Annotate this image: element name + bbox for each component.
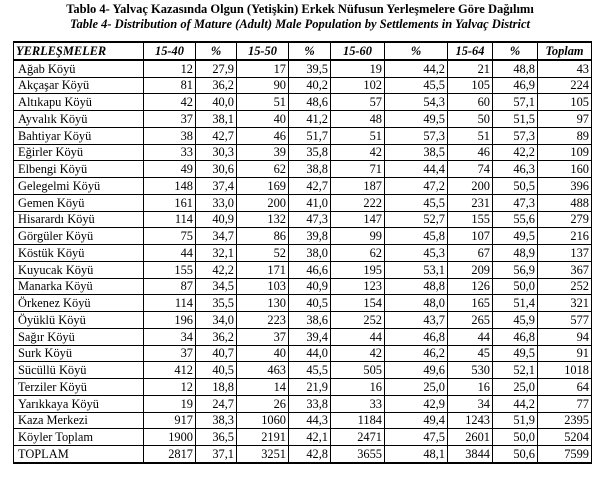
value-cell: 34 xyxy=(144,328,196,345)
table-row xyxy=(14,446,592,463)
value-cell: 12 xyxy=(144,60,196,77)
table-row xyxy=(14,362,592,379)
value-cell: 40 xyxy=(237,345,289,362)
value-cell: 94 xyxy=(538,328,592,345)
value-cell: 1184 xyxy=(331,412,385,429)
value-cell: 18,8 xyxy=(196,379,237,396)
value-cell: 51,5 xyxy=(493,111,538,128)
value-cell: 48,8 xyxy=(493,60,538,77)
value-cell: 38,0 xyxy=(289,245,331,262)
value-cell: 62 xyxy=(237,161,289,178)
table-row xyxy=(14,194,592,211)
settlement-name-cell: Sücüllü Köyü xyxy=(14,362,144,379)
value-cell: 86 xyxy=(237,228,289,245)
population-table xyxy=(13,41,592,464)
value-cell: 38 xyxy=(144,127,196,144)
value-cell: 21,9 xyxy=(289,379,331,396)
value-cell: 16 xyxy=(448,379,493,396)
value-cell: 19 xyxy=(331,60,385,77)
header-age-15-40: 15-40 xyxy=(144,42,196,60)
value-cell: 26 xyxy=(237,395,289,412)
value-cell: 44,3 xyxy=(289,412,331,429)
value-cell: 222 xyxy=(331,194,385,211)
settlement-name-cell: Eğirler Köyü xyxy=(14,144,144,161)
value-cell: 48,8 xyxy=(385,278,448,295)
value-cell: 137 xyxy=(538,245,592,262)
value-cell: 51,7 xyxy=(289,127,331,144)
value-cell: 90 xyxy=(237,77,289,94)
value-cell: 51,4 xyxy=(493,295,538,312)
value-cell: 40 xyxy=(237,111,289,128)
table-row xyxy=(14,278,592,295)
value-cell: 30,3 xyxy=(196,144,237,161)
value-cell: 47,5 xyxy=(385,429,448,446)
value-cell: 209 xyxy=(448,261,493,278)
table-row xyxy=(14,379,592,396)
settlement-name-cell: Yarıkkaya Köyü xyxy=(14,395,144,412)
value-cell: 27,9 xyxy=(196,60,237,77)
value-cell: 40,5 xyxy=(289,295,331,312)
value-cell: 49,5 xyxy=(385,111,448,128)
value-cell: 396 xyxy=(538,178,592,195)
value-cell: 50,5 xyxy=(493,178,538,195)
value-cell: 46 xyxy=(448,144,493,161)
value-cell: 40,5 xyxy=(196,362,237,379)
header-percent: % xyxy=(289,42,331,60)
value-cell: 33 xyxy=(144,144,196,161)
value-cell: 60 xyxy=(448,94,493,111)
value-cell: 165 xyxy=(448,295,493,312)
value-cell: 50 xyxy=(448,111,493,128)
value-cell: 33,0 xyxy=(196,194,237,211)
value-cell: 2395 xyxy=(538,412,592,429)
value-cell: 169 xyxy=(237,178,289,195)
value-cell: 44,4 xyxy=(385,161,448,178)
header-age-15-64: 15-64 xyxy=(448,42,493,60)
value-cell: 37 xyxy=(144,111,196,128)
header-percent: % xyxy=(385,42,448,60)
table-row xyxy=(14,161,592,178)
table-row xyxy=(14,395,592,412)
header-age-15-60: 15-60 xyxy=(331,42,385,60)
table-row xyxy=(14,127,592,144)
value-cell: 51 xyxy=(448,127,493,144)
table-row xyxy=(14,429,592,446)
value-cell: 48 xyxy=(331,111,385,128)
settlement-name-cell: Gemen Köyü xyxy=(14,194,144,211)
value-cell: 34 xyxy=(448,395,493,412)
value-cell: 321 xyxy=(538,295,592,312)
header-settlements: YERLEŞMELER xyxy=(14,42,144,60)
value-cell: 39,5 xyxy=(289,60,331,77)
settlement-name-cell: Ayvalık Köyü xyxy=(14,111,144,128)
value-cell: 279 xyxy=(538,211,592,228)
value-cell: 40,9 xyxy=(289,278,331,295)
value-cell: 216 xyxy=(538,228,592,245)
table-row xyxy=(14,144,592,161)
value-cell: 171 xyxy=(237,261,289,278)
table-row xyxy=(14,328,592,345)
value-cell: 52,7 xyxy=(385,211,448,228)
value-cell: 47,3 xyxy=(289,211,331,228)
value-cell: 45,5 xyxy=(289,362,331,379)
value-cell: 105 xyxy=(538,94,592,111)
value-cell: 412 xyxy=(144,362,196,379)
value-cell: 46,8 xyxy=(385,328,448,345)
value-cell: 42,1 xyxy=(289,429,331,446)
value-cell: 74 xyxy=(448,161,493,178)
value-cell: 148 xyxy=(144,178,196,195)
value-cell: 147 xyxy=(331,211,385,228)
value-cell: 46 xyxy=(237,127,289,144)
value-cell: 126 xyxy=(448,278,493,295)
value-cell: 14 xyxy=(237,379,289,396)
table-row xyxy=(14,178,592,195)
value-cell: 57 xyxy=(331,94,385,111)
value-cell: 40,0 xyxy=(196,94,237,111)
table-title-turkish: Tablo 4- Yalvaç Kazasında Olgun (Yetişkin) Erkek Nüfusun Yerleşmelere Göre Dağılımı xyxy=(66,2,534,16)
value-cell: 42 xyxy=(144,94,196,111)
value-cell: 19 xyxy=(144,395,196,412)
value-cell: 42,8 xyxy=(289,446,331,463)
value-cell: 40,7 xyxy=(196,345,237,362)
value-cell: 57,1 xyxy=(493,94,538,111)
value-cell: 51 xyxy=(237,94,289,111)
value-cell: 50,6 xyxy=(493,446,538,463)
value-cell: 52 xyxy=(237,245,289,262)
value-cell: 39 xyxy=(237,144,289,161)
value-cell: 40,9 xyxy=(196,211,237,228)
header-age-15-50: 15-50 xyxy=(237,42,289,60)
value-cell: 42,2 xyxy=(196,261,237,278)
value-cell: 265 xyxy=(448,312,493,329)
value-cell: 224 xyxy=(538,77,592,94)
value-cell: 77 xyxy=(538,395,592,412)
value-cell: 36,5 xyxy=(196,429,237,446)
value-cell: 44 xyxy=(331,328,385,345)
value-cell: 114 xyxy=(144,211,196,228)
value-cell: 231 xyxy=(448,194,493,211)
settlement-name-cell: Gelegelmi Köyü xyxy=(14,178,144,195)
value-cell: 32,1 xyxy=(196,245,237,262)
value-cell: 2471 xyxy=(331,429,385,446)
value-cell: 2601 xyxy=(448,429,493,446)
settlement-name-cell: Elbengi Köyü xyxy=(14,161,144,178)
value-cell: 196 xyxy=(144,312,196,329)
value-cell: 252 xyxy=(331,312,385,329)
value-cell: 57,3 xyxy=(385,127,448,144)
value-cell: 25,0 xyxy=(493,379,538,396)
value-cell: 505 xyxy=(331,362,385,379)
value-cell: 49 xyxy=(144,161,196,178)
value-cell: 367 xyxy=(538,261,592,278)
table-row xyxy=(14,412,592,429)
value-cell: 33,8 xyxy=(289,395,331,412)
value-cell: 3655 xyxy=(331,446,385,463)
value-cell: 132 xyxy=(237,211,289,228)
value-cell: 57,3 xyxy=(493,127,538,144)
value-cell: 39,4 xyxy=(289,328,331,345)
value-cell: 45,9 xyxy=(493,312,538,329)
value-cell: 154 xyxy=(331,295,385,312)
value-cell: 71 xyxy=(331,161,385,178)
value-cell: 43,7 xyxy=(385,312,448,329)
value-cell: 45,5 xyxy=(385,77,448,94)
value-cell: 62 xyxy=(331,245,385,262)
value-cell: 39,8 xyxy=(289,228,331,245)
value-cell: 7599 xyxy=(538,446,592,463)
value-cell: 3844 xyxy=(448,446,493,463)
value-cell: 48,9 xyxy=(493,245,538,262)
value-cell: 130 xyxy=(237,295,289,312)
table-row xyxy=(14,77,592,94)
value-cell: 1060 xyxy=(237,412,289,429)
value-cell: 38,5 xyxy=(385,144,448,161)
settlement-name-cell: Görgüler Köyü xyxy=(14,228,144,245)
value-cell: 36,2 xyxy=(196,328,237,345)
table-row xyxy=(14,211,592,228)
value-cell: 44,2 xyxy=(493,395,538,412)
value-cell: 114 xyxy=(144,295,196,312)
table-row xyxy=(14,312,592,329)
value-cell: 1900 xyxy=(144,429,196,446)
value-cell: 56,9 xyxy=(493,261,538,278)
value-cell: 123 xyxy=(331,278,385,295)
value-cell: 64 xyxy=(538,379,592,396)
settlement-name-cell: Altıkapu Köyü xyxy=(14,94,144,111)
table-row xyxy=(14,228,592,245)
value-cell: 42,7 xyxy=(196,127,237,144)
value-cell: 45,8 xyxy=(385,228,448,245)
table-row xyxy=(14,261,592,278)
value-cell: 49,4 xyxy=(385,412,448,429)
value-cell: 17 xyxy=(237,60,289,77)
value-cell: 48,0 xyxy=(385,295,448,312)
value-cell: 38,1 xyxy=(196,111,237,128)
value-cell: 160 xyxy=(538,161,592,178)
value-cell: 35,8 xyxy=(289,144,331,161)
value-cell: 161 xyxy=(144,194,196,211)
value-cell: 51,9 xyxy=(493,412,538,429)
value-cell: 44,2 xyxy=(385,60,448,77)
value-cell: 45 xyxy=(448,345,493,362)
value-cell: 46,3 xyxy=(493,161,538,178)
value-cell: 577 xyxy=(538,312,592,329)
settlement-name-cell: Terziler Köyü xyxy=(14,379,144,396)
value-cell: 89 xyxy=(538,127,592,144)
value-cell: 50,0 xyxy=(493,278,538,295)
value-cell: 37,4 xyxy=(196,178,237,195)
value-cell: 48,1 xyxy=(385,446,448,463)
value-cell: 16 xyxy=(331,379,385,396)
value-cell: 87 xyxy=(144,278,196,295)
value-cell: 5204 xyxy=(538,429,592,446)
value-cell: 40,2 xyxy=(289,77,331,94)
table-row xyxy=(14,60,592,77)
value-cell: 3251 xyxy=(237,446,289,463)
value-cell: 12 xyxy=(144,379,196,396)
value-cell: 46,8 xyxy=(493,328,538,345)
value-cell: 917 xyxy=(144,412,196,429)
value-cell: 530 xyxy=(448,362,493,379)
value-cell: 34,0 xyxy=(196,312,237,329)
value-cell: 155 xyxy=(448,211,493,228)
value-cell: 2817 xyxy=(144,446,196,463)
table-header-row xyxy=(14,42,592,60)
value-cell: 41,0 xyxy=(289,194,331,211)
settlement-name-cell: Hisarardı Köyü xyxy=(14,211,144,228)
settlement-name-cell: Öyüklü Köyü xyxy=(14,312,144,329)
value-cell: 25,0 xyxy=(385,379,448,396)
value-cell: 44 xyxy=(144,245,196,262)
settlement-name-cell: Ağab Köyü xyxy=(14,60,144,77)
value-cell: 187 xyxy=(331,178,385,195)
table-row xyxy=(14,111,592,128)
value-cell: 37,1 xyxy=(196,446,237,463)
value-cell: 51 xyxy=(331,127,385,144)
value-cell: 102 xyxy=(331,77,385,94)
value-cell: 30,6 xyxy=(196,161,237,178)
header-percent: % xyxy=(196,42,237,60)
settlement-name-cell: Köstük Köyü xyxy=(14,245,144,262)
value-cell: 463 xyxy=(237,362,289,379)
value-cell: 109 xyxy=(538,144,592,161)
value-cell: 1243 xyxy=(448,412,493,429)
value-cell: 223 xyxy=(237,312,289,329)
value-cell: 24,7 xyxy=(196,395,237,412)
value-cell: 97 xyxy=(538,111,592,128)
value-cell: 252 xyxy=(538,278,592,295)
value-cell: 42,2 xyxy=(493,144,538,161)
value-cell: 46,6 xyxy=(289,261,331,278)
value-cell: 42 xyxy=(331,345,385,362)
value-cell: 37 xyxy=(237,328,289,345)
settlement-name-cell: Kuyucak Köyü xyxy=(14,261,144,278)
settlement-name-cell: Köyler Toplam xyxy=(14,429,144,446)
value-cell: 47,2 xyxy=(385,178,448,195)
value-cell: 36,2 xyxy=(196,77,237,94)
value-cell: 155 xyxy=(144,261,196,278)
value-cell: 34,7 xyxy=(196,228,237,245)
value-cell: 91 xyxy=(538,345,592,362)
settlement-name-cell: Bahtiyar Köyü xyxy=(14,127,144,144)
table-body xyxy=(14,60,592,463)
value-cell: 49,5 xyxy=(493,228,538,245)
value-cell: 52,1 xyxy=(493,362,538,379)
value-cell: 195 xyxy=(331,261,385,278)
value-cell: 38,3 xyxy=(196,412,237,429)
value-cell: 54,3 xyxy=(385,94,448,111)
value-cell: 37 xyxy=(144,345,196,362)
settlement-name-cell: Surk Köyü xyxy=(14,345,144,362)
value-cell: 488 xyxy=(538,194,592,211)
value-cell: 200 xyxy=(448,178,493,195)
value-cell: 105 xyxy=(448,77,493,94)
value-cell: 42,9 xyxy=(385,395,448,412)
value-cell: 42 xyxy=(331,144,385,161)
value-cell: 21 xyxy=(448,60,493,77)
value-cell: 48,6 xyxy=(289,94,331,111)
value-cell: 47,3 xyxy=(493,194,538,211)
value-cell: 200 xyxy=(237,194,289,211)
value-cell: 41,2 xyxy=(289,111,331,128)
value-cell: 46,9 xyxy=(493,77,538,94)
value-cell: 49,6 xyxy=(385,362,448,379)
table-row xyxy=(14,345,592,362)
value-cell: 49,5 xyxy=(493,345,538,362)
table-row xyxy=(14,295,592,312)
settlement-name-cell: TOPLAM xyxy=(14,446,144,463)
value-cell: 67 xyxy=(448,245,493,262)
value-cell: 34,5 xyxy=(196,278,237,295)
value-cell: 81 xyxy=(144,77,196,94)
value-cell: 2191 xyxy=(237,429,289,446)
value-cell: 45,5 xyxy=(385,194,448,211)
value-cell: 33 xyxy=(331,395,385,412)
value-cell: 42,7 xyxy=(289,178,331,195)
settlement-name-cell: Manarka Köyü xyxy=(14,278,144,295)
value-cell: 45,3 xyxy=(385,245,448,262)
settlement-name-cell: Akçaşar Köyü xyxy=(14,77,144,94)
value-cell: 44 xyxy=(448,328,493,345)
settlement-name-cell: Örkenez Köyü xyxy=(14,295,144,312)
table-row xyxy=(14,245,592,262)
value-cell: 103 xyxy=(237,278,289,295)
value-cell: 43 xyxy=(538,60,592,77)
value-cell: 99 xyxy=(331,228,385,245)
table-title-english: Table 4- Distribution of Mature (Adult) Male Population by Settlements in Yalvaç District xyxy=(70,17,530,31)
settlement-name-cell: Sağır Köyü xyxy=(14,328,144,345)
value-cell: 38,8 xyxy=(289,161,331,178)
value-cell: 75 xyxy=(144,228,196,245)
value-cell: 55,6 xyxy=(493,211,538,228)
settlement-name-cell: Kaza Merkezi xyxy=(14,412,144,429)
value-cell: 38,6 xyxy=(289,312,331,329)
table-row xyxy=(14,94,592,111)
header-percent: % xyxy=(493,42,538,60)
value-cell: 50,0 xyxy=(493,429,538,446)
value-cell: 44,0 xyxy=(289,345,331,362)
value-cell: 107 xyxy=(448,228,493,245)
header-total: Toplam xyxy=(538,42,592,60)
value-cell: 53,1 xyxy=(385,261,448,278)
value-cell: 46,2 xyxy=(385,345,448,362)
value-cell: 1018 xyxy=(538,362,592,379)
value-cell: 35,5 xyxy=(196,295,237,312)
